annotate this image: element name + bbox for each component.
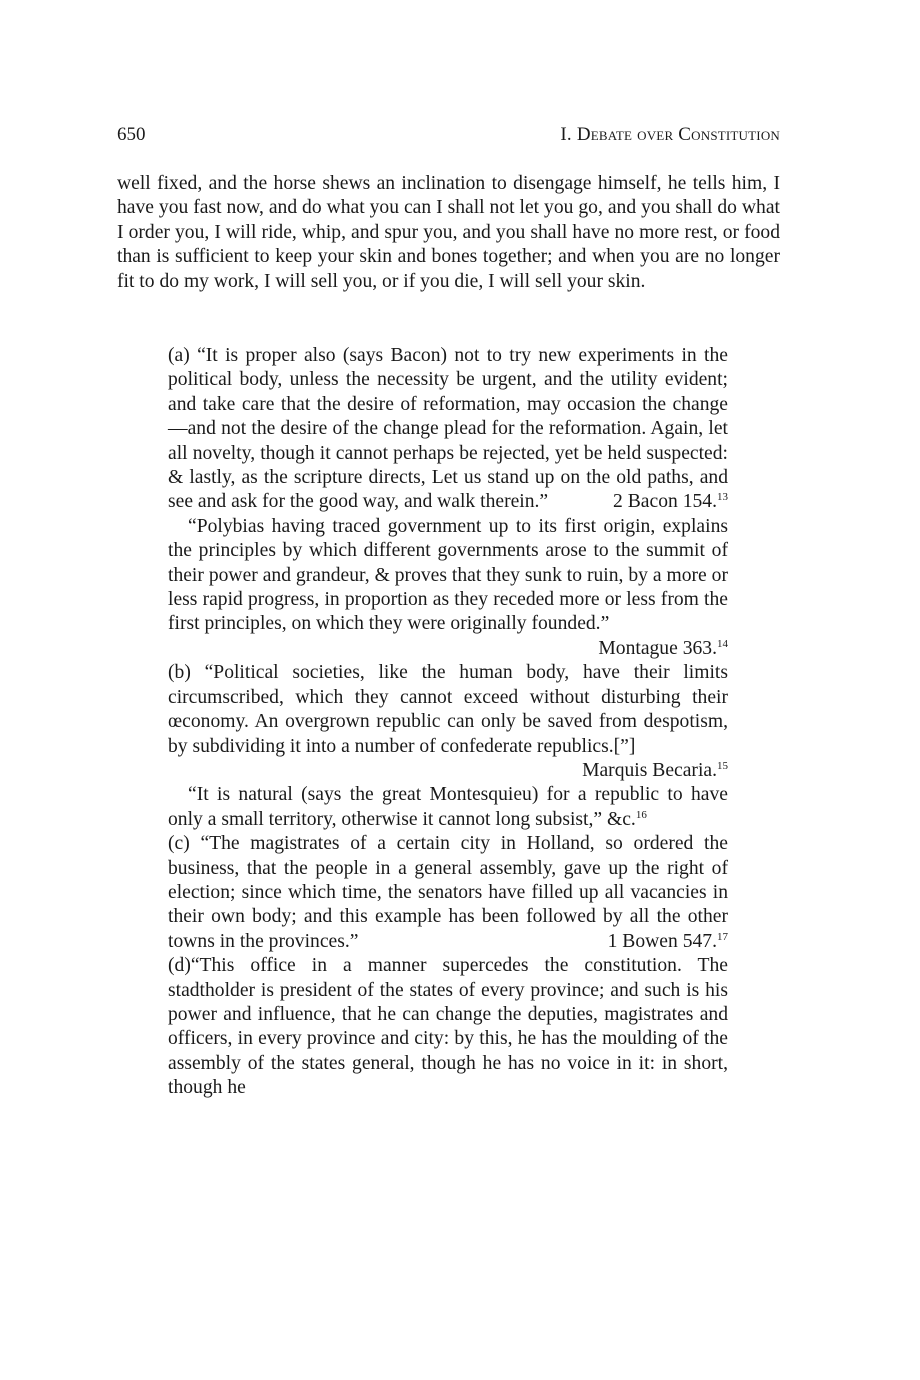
note-c-bowen — [168, 832, 728, 954]
note-text: (a) “It is proper also (says Bacon) not to try new experiments in the political body, unless the necessity be urgent, and the utility evident; and take care that the desire of reformation, may occasion the change—and not the desire of the change plead for the reformation. Again, let all novelty, though it cannot perhaps be rejected, yet be held suspected: & lastly, as the scripture directs, Let us stand up on the old paths, and see and ask for the good way, and walk therein.” — [168, 345, 728, 513]
note-text: “It is natural (says the great Montesquieu) for a republic to have only a small territory, otherwise it cannot long subsist,” &c. — [168, 784, 728, 830]
notes-block — [168, 344, 728, 1101]
note-citation: 2 Bacon 154.13 — [613, 491, 728, 513]
footnote-marker: 14 — [717, 637, 728, 650]
main-text — [117, 172, 780, 294]
note-b-becaria — [168, 661, 728, 783]
footnote-marker: 13 — [717, 491, 728, 504]
note-text: “Polybias having traced government up to its first origin, explains the principles by which different governments arose to the summit of their power and grandeur, & proves that they sunk to ruin, by a more or less rapid progress, in proportion as they receded more or less from the first principles, on which they were originally founded.” — [168, 515, 728, 635]
page-number: 650 — [117, 124, 146, 145]
note-citation: Marquis Becaria.$^{15}$ — [582, 759, 728, 781]
chapter-title: I. Debate over Constitution — [560, 124, 780, 145]
note-a-bacon — [168, 344, 728, 515]
footnote-marker: 17 — [717, 930, 728, 943]
footnote-marker: 16 — [635, 808, 647, 821]
note-text: (b) “Political societies, like the human body, have their limits circumscribed, which they cannot exceed without disturbing their œconomy. An overgrown republic can only be saved from despotism, by subdividing it into a number of confederate republics.[”] — [168, 662, 728, 757]
footnote-marker: 15 — [717, 759, 728, 772]
note-citation: Montague 363.14 — [598, 637, 728, 659]
note-citation: 1 Bowen 547.17 — [607, 930, 728, 952]
note-text: (c) “The magistrates of a certain city in Holland, so ordered the business, that the people in a general assembly, gave up the right of election; since which time, the senators have filled up all vacancies in their own body; and this example has been followed by all the other towns in the provinces.” — [168, 833, 728, 952]
main-paragraph: well fixed, and the horse shews an inclination to disengage himself, he tells him, I have you fast now, and do what you can I shall not let you go, and you shall do what I order you, I will ride, whip, and spur you, and you shall have no more rest, or food than is sufficient to keep your skin and bones together; and when you are no longer fit to do my work, I will sell you, or if you die, I will sell your skin. — [117, 173, 780, 292]
note-text: (d)“This office in a manner supercedes the constitution. The stadtholder is president of the states of every province; and such is his power and influence, that he can change the deputies, magistrates and officers, in every province and city: by this, he has the moulding of the assembly of the states general, though he has no voice in it: in short, though he — [168, 955, 728, 1099]
note-d-stadtholder — [168, 954, 728, 1100]
running-head — [117, 124, 780, 150]
note-polybias — [168, 515, 728, 661]
note-montesquieu — [168, 783, 728, 832]
